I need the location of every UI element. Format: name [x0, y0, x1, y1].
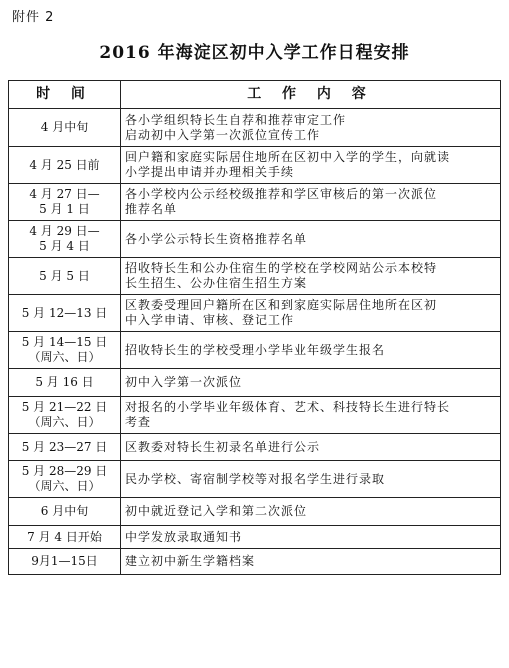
work-cell — [121, 397, 501, 434]
header-time: 时 间 — [9, 81, 121, 109]
time-line: （周六、日） — [28, 350, 101, 364]
work-line: 回户籍和家庭实际居住地所在区初中入学的学生，向就读 — [125, 150, 451, 164]
time-line: 5 月 21—22 日 — [21, 400, 108, 414]
work-cell — [121, 461, 501, 498]
table-row — [9, 526, 501, 549]
work-cell — [121, 147, 501, 184]
table-row — [9, 147, 501, 184]
table-row — [9, 295, 501, 332]
time-line: 5 月 23—27 日 — [21, 439, 108, 454]
work-line: 区教委对特长生初录名单进行公示 — [125, 439, 321, 454]
time-line: 7 月 4 日开始 — [27, 529, 102, 544]
schedule-table — [8, 80, 501, 575]
work-cell — [121, 369, 501, 397]
time-cell — [9, 397, 121, 434]
work-cell — [121, 109, 501, 147]
time-line: 9月1—15日 — [31, 554, 98, 568]
table-row — [9, 369, 501, 397]
time-cell — [9, 461, 121, 498]
work-cell — [121, 221, 501, 258]
work-line: 考查 — [125, 415, 152, 429]
work-line: 民办学校、寄宿制学校等对报名学生进行录取 — [125, 471, 386, 486]
table-row — [9, 461, 501, 498]
work-line: 小学提出申请并办理相关手续 — [125, 165, 295, 179]
time-line: 6 月中旬 — [40, 504, 89, 518]
time-line: 4 月中旬 — [40, 120, 89, 134]
time-cell — [9, 258, 121, 295]
table-row — [9, 332, 501, 369]
work-line: 初中就近登记入学和第二次派位 — [125, 504, 308, 518]
time-cell — [9, 221, 121, 258]
time-cell — [9, 369, 121, 397]
time-line: 4 月 25 日前 — [29, 157, 100, 172]
table-row — [9, 434, 501, 461]
work-cell — [121, 332, 501, 369]
work-line: 推荐名单 — [125, 202, 178, 216]
time-line: 5 月 16 日 — [35, 375, 94, 389]
work-line: 中入学申请、审核、登记工作 — [125, 313, 295, 327]
time-cell — [9, 332, 121, 369]
table-row — [9, 221, 501, 258]
header-work: 工 作 内 容 — [121, 81, 501, 109]
work-cell — [121, 498, 501, 526]
work-cell — [121, 184, 501, 221]
schedule-body — [9, 109, 501, 575]
table-header-row — [9, 81, 501, 109]
table-row — [9, 109, 501, 147]
work-line: 各小学组织特长生自荐和推荐审定工作 — [125, 112, 347, 127]
time-cell — [9, 184, 121, 221]
table-row — [9, 184, 501, 221]
work-line: 招收特长生的学校受理小学毕业年级学生报名 — [125, 342, 386, 357]
time-cell — [9, 147, 121, 184]
work-cell — [121, 526, 501, 549]
work-cell — [121, 295, 501, 332]
time-line: 5 月 12—13 日 — [21, 305, 108, 320]
time-cell — [9, 434, 121, 461]
time-line: （周六、日） — [28, 415, 101, 429]
time-line: 5 月 5 日 — [39, 268, 90, 283]
table-row — [9, 258, 501, 295]
time-line: 5 月 1 日 — [39, 202, 90, 216]
table-row — [9, 397, 501, 434]
time-line: 5 月 4 日 — [39, 239, 90, 253]
table-row — [9, 498, 501, 526]
time-cell — [9, 526, 121, 549]
document-title: 2016 年海淀区初中入学工作日程安排 — [99, 43, 410, 63]
time-line: 4 月 29 日— — [29, 224, 100, 238]
work-line: 中学发放录取通知书 — [125, 529, 243, 544]
work-cell — [121, 258, 501, 295]
work-line: 各小学公示特长生资格推荐名单 — [125, 231, 308, 246]
time-line: （周六、日） — [28, 479, 101, 493]
time-line: 4 月 27 日— — [29, 187, 100, 201]
time-cell — [9, 498, 121, 526]
work-line: 区教委受理回户籍所在区和到家庭实际居住地所在区初 — [125, 298, 438, 312]
time-cell — [9, 549, 121, 575]
work-line: 各小学校内公示经校级推荐和学区审核后的第一次派位 — [125, 187, 438, 201]
work-line: 建立初中新生学籍档案 — [125, 554, 256, 568]
work-line: 招收特长生和公办住宿生的学校在学校网站公示本校特 — [125, 261, 438, 275]
work-line: 初中入学第一次派位 — [125, 375, 243, 389]
work-cell — [121, 549, 501, 575]
work-line: 启动初中入学第一次派位宣传工作 — [125, 127, 321, 142]
attachment-label: 附件 2 — [12, 10, 55, 25]
work-cell — [121, 434, 501, 461]
work-line: 长生招生、公办住宿生招生方案 — [125, 276, 308, 290]
table-row — [9, 549, 501, 575]
time-line: 5 月 14—15 日 — [21, 335, 108, 349]
time-cell — [9, 109, 121, 147]
time-cell — [9, 295, 121, 332]
work-line: 对报名的小学毕业年级体育、艺术、科技特长生进行特长 — [125, 400, 451, 414]
time-line: 5 月 28—29 日 — [21, 464, 108, 478]
